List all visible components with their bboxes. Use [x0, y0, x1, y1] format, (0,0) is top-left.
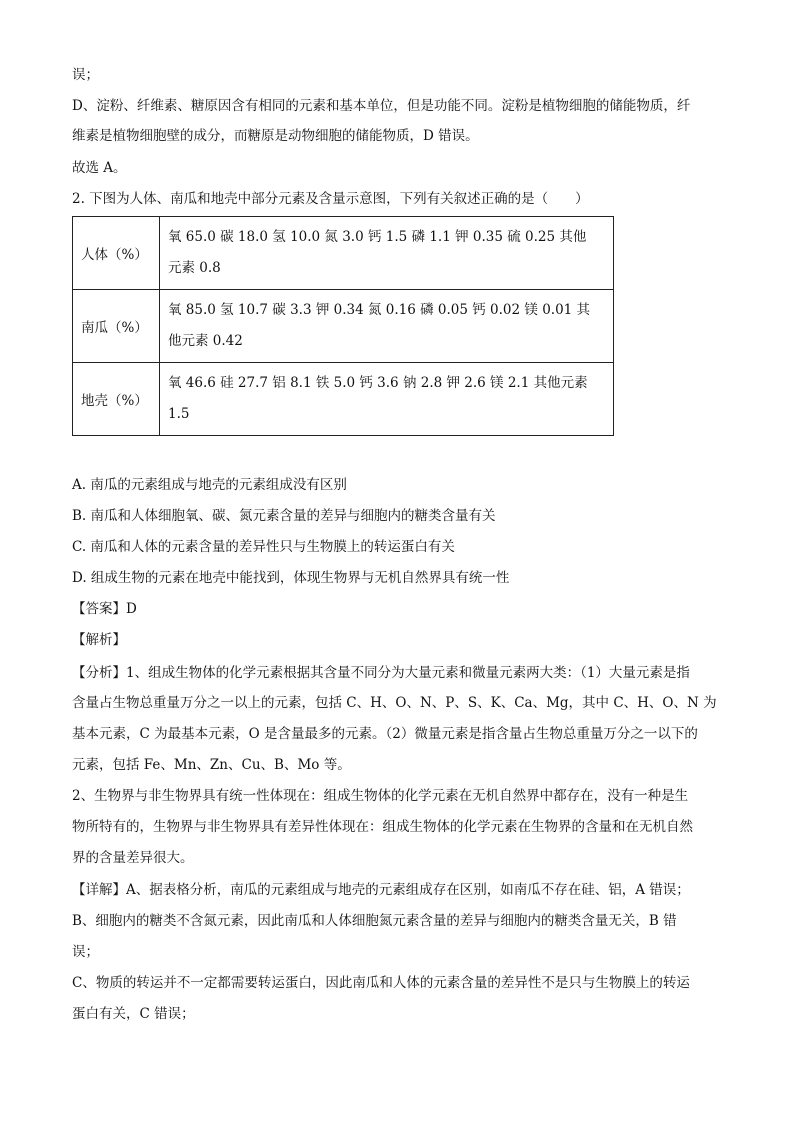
question-stem: 2. 下图为人体、南瓜和地壳中部分元素及含量示意图，下列有关叙述正确的是（ ） — [72, 191, 589, 207]
row-label: 南瓜（%） — [73, 290, 160, 363]
row-label: 人体（%） — [73, 217, 160, 290]
table-row — [73, 290, 614, 363]
answer-line: 【答案】D — [72, 601, 137, 617]
text-line: 物所特有的，生物界与非生物界具有差异性体现在：组成生物体的化学元素在生物界的含量和在无机自然 — [72, 819, 693, 835]
text-line: 误； — [72, 944, 99, 960]
text-line: B、细胞内的糖类不含氮元素，因此南瓜和人体细胞氮元素含量的差异与细胞内的糖类含量无关，B 错 — [72, 913, 677, 929]
element-content-table — [72, 216, 614, 436]
text-line: 维素是植物细胞壁的成分，而糖原是动物细胞的储能物质，D 错误。 — [72, 128, 479, 144]
analysis-heading: 【解析】 — [72, 632, 126, 648]
option-a: A. 南瓜的元素组成与地壳的元素组成没有区别 — [72, 477, 347, 493]
text-line: 蛋白有关，C 错误； — [72, 1006, 195, 1022]
row-values — [160, 363, 614, 436]
row-values-line: 氧 46.6 硅 27.7 铝 8.1 铁 5.0 钙 3.6 钠 2.8 钾 2.6 镁 2.1 其他元素 — [168, 375, 588, 391]
table-row — [73, 363, 614, 436]
row-values-line: 元素 0.8 — [168, 260, 221, 276]
option-c: C. 南瓜和人体的元素含量的差异性只与生物膜上的转运蛋白有关 — [72, 539, 455, 555]
row-values-line: 氧 85.0 氢 10.7 碳 3.3 钾 0.34 氮 0.16 磷 0.05 钙 0.02 镁 0.01 其 — [168, 302, 591, 318]
row-values-line: 氧 65.0 碳 18.0 氢 10.0 氮 3.0 钙 1.5 磷 1.1 钾 0.35 硫 0.25 其他 — [168, 229, 587, 245]
row-values-line: 1.5 — [168, 406, 190, 422]
text-line: 含量占生物总重量万分之一以上的元素，包括 C、H、O、N、P、S、K、Ca、Mg，其中 C、H、O、N 为 — [72, 695, 717, 711]
row-values — [160, 217, 614, 290]
text-line: 【分析】1、组成生物体的化学元素根据其含量不同分为大量元素和微量元素两大类：（1）大量元素是指 — [72, 665, 690, 681]
text-line: 基本元素，C 为最基本元素，O 是含量最多的元素。（2）微量元素是指含量占生物总重量万分之一以下的 — [72, 726, 698, 742]
row-values-line: 他元素 0.42 — [168, 333, 243, 349]
text-line: 2、生物界与非生物界具有统一性体现在：组成生物体的化学元素在无机自然界中都存在，没有一种是生 — [72, 788, 689, 804]
text-line: D、淀粉、纤维素、糖原因含有相同的元素和基本单位，但是功能不同。淀粉是植物细胞的储能物质，纤 — [72, 98, 691, 114]
option-b: B. 南瓜和人体细胞氧、碳、氮元素含量的差异与细胞内的糖类含量有关 — [72, 508, 496, 524]
text-line: 元素，包括 Fe、Mn、Zn、Cu、B、Mo 等。 — [72, 757, 351, 773]
row-label: 地壳（%） — [73, 363, 160, 436]
text-line: 界的含量差异很大。 — [72, 850, 194, 866]
text-line: C、物质的转运并不一定都需要转运蛋白，因此南瓜和人体的元素含量的差异性不是只与生物膜上的转运 — [72, 975, 690, 991]
row-values — [160, 290, 614, 363]
option-d: D. 组成生物的元素在地壳中能找到，体现生物界与无机自然界具有统一性 — [72, 570, 510, 586]
text-line: 【详解】A、据表格分析，南瓜的元素组成与地壳的元素组成存在区别，如南瓜不存在硅、铝，A 错误； — [72, 882, 690, 898]
text-line: 误； — [72, 67, 99, 83]
table-row — [73, 217, 614, 290]
text-line: 故选 A。 — [72, 160, 127, 176]
